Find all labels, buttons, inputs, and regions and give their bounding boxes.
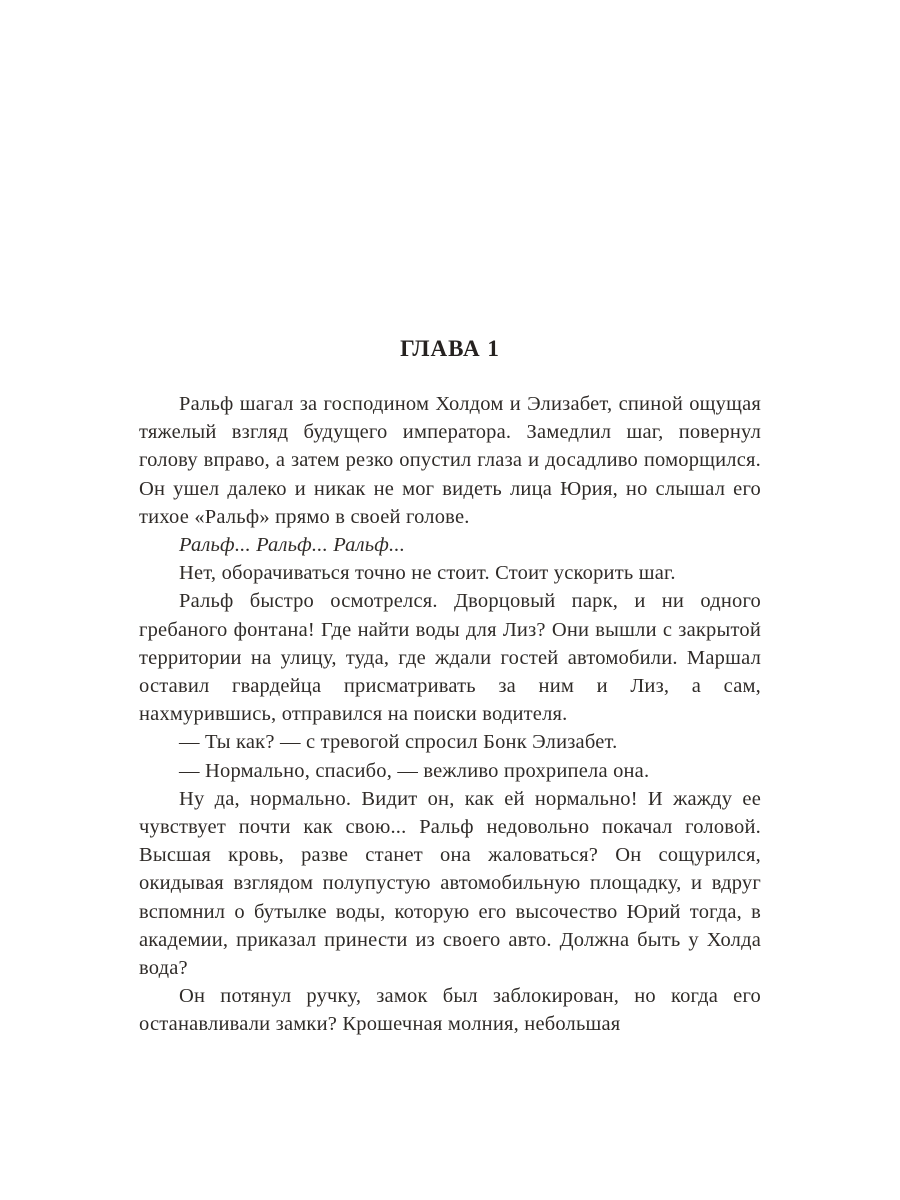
paragraph: Ральф... Ральф... Ральф... xyxy=(179,534,406,557)
paragraph: Ральф шагал за господином Холдом и Элизабет, спиной ощущая тяжелый взгляд будущего императора. Замедлил шаг, повернул голову вправо, а затем резко опустил глаза и досадливо поморщился. Он ушел далеко и никак не мог видеть лица Юрия, но слышал его тихое «Ральф» прямо в своей голове. xyxy=(139,393,761,528)
paragraph: — Нормально, спасибо, — вежливо прохрипела она. xyxy=(179,759,650,782)
paragraph: Ну да, нормально. Видит он, как ей нормально! И жажду ее чувствует почти как свою... Ральф недовольно покачал головой. Высшая кровь, разве станет она жаловаться? Он сощурился, окидывая взглядом полупустую автомобильную площадку, и вдруг вспомнил о бутылке воды, которую его высочество Юрий тогда, в академии, приказал принести из своего авто. Должна быть у Холда вода? xyxy=(139,787,761,980)
paragraph: Он потянул ручку, замок был заблокирован, но когда его останавливали замки? Крошечная молния, небольшая xyxy=(139,985,761,1036)
text-column xyxy=(139,336,761,1039)
paragraph: Ральф быстро осмотрелся. Дворцовый парк, и ни одного гребаного фонтана! Где найти воды для Лиз? Они вышли с закрытой территории на улицу, туда, где ждали гостей автомобили. Маршал оставил гвардейца присматривать за ним и Лиз, а сам, нахмурившись, отправился на поиски водителя. xyxy=(139,590,761,726)
paragraph: Нет, оборачиваться точно не стоит. Стоит ускорить шаг. xyxy=(179,562,676,585)
paragraph: — Ты как? — с тревогой спросил Бонк Элизабет. xyxy=(179,731,618,754)
chapter-title: ГЛАВА 1 xyxy=(400,336,500,361)
